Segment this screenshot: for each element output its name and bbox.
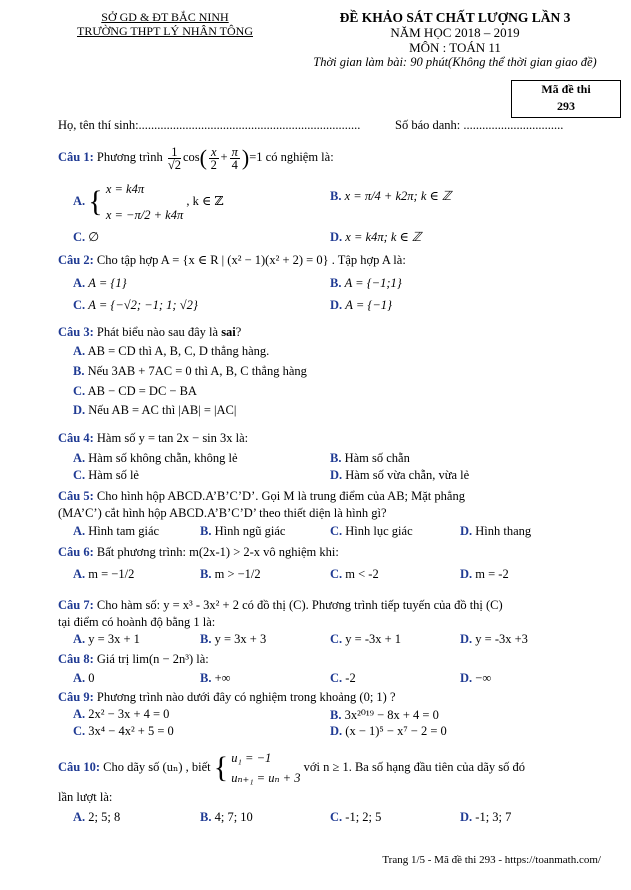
question-7: Câu 7: Cho hàm số: y = x³ - 3x² + 2 có đồ thị (C). Phương trình tiếp tuyến của đồ thị (C) (58, 598, 503, 612)
q3-option-c[interactable]: C. AB − CD = DC − BA (73, 384, 197, 398)
school-year: NĂM HỌC 2018 – 2019 (390, 25, 520, 40)
q7-option-b[interactable]: B. y = 3x + 3 (200, 632, 267, 646)
exam-title: ĐỀ KHẢO SÁT CHẤT LƯỢNG LẦN 3 (339, 10, 571, 25)
q7-option-a[interactable]: A. y = 3x + 1 (73, 632, 140, 646)
school-name: TRƯỜNG THPT LÝ NHÂN TÔNG (77, 24, 253, 38)
q3-option-a[interactable]: A. AB = CD thì A, B, C, D thẳng hàng. (73, 344, 270, 358)
school-header (55, 10, 275, 38)
q7-option-d[interactable]: D. y = -3x +3 (460, 632, 528, 646)
question-6: Câu 6: Bất phương trình: m(2x-1) > 2-x vô nghiệm khi: (58, 545, 339, 559)
student-name-line: Họ, tên thí sinh:....................................................................... (58, 118, 361, 132)
page-footer: Trang 1/5 - Mã đề thi 293 - https://toanmath.com/ (382, 854, 601, 866)
question-3: Câu 3: Phát biểu nào sau đây là sai? (58, 325, 242, 339)
q4-option-a[interactable]: A. Hàm số không chẵn, không lẻ (73, 451, 238, 465)
q6-option-d[interactable]: D. m = -2 (460, 567, 509, 581)
question-7-cont: tại điểm có hoành độ bằng 1 là: (58, 615, 216, 629)
q2-option-b[interactable]: B. A = {−1;1} (330, 276, 402, 290)
q8-option-a[interactable]: A. 0 (73, 671, 95, 685)
q6-option-c[interactable]: C. m < -2 (330, 567, 379, 581)
subject: MÔN : TOÁN 11 (409, 40, 501, 55)
question-9: Câu 9: Phương trình nào dưới đây có nghiệm trong khoảng (0; 1) ? (58, 690, 396, 704)
question-2: Câu 2: Cho tập hợp A = {x ∈ R | (x² − 1)(x² + 2) = 0} . Tập hợp A là: (58, 253, 406, 267)
q6-option-b[interactable]: B. m > −1/2 (200, 567, 261, 581)
exam-code-box (511, 80, 621, 118)
q1-option-c[interactable]: C. ∅ (73, 230, 100, 244)
q5-option-a[interactable]: A. Hình tam giác (73, 524, 160, 538)
question-5: Câu 5: Cho hình hộp ABCD.A’B’C’D’. Gọi M là trung điểm của AB; Mặt phẳng (58, 489, 465, 503)
q2-option-a[interactable]: A. A = {1} (73, 276, 127, 290)
q3-option-d[interactable]: D. Nếu AB = AC thì |AB| = |AC| (73, 403, 237, 417)
q2-option-d[interactable]: D. A = {−1} (330, 298, 393, 312)
q9-option-a[interactable]: A. 2x² − 3x + 4 = 0 (73, 707, 170, 721)
q4-option-b[interactable]: B. Hàm số chẵn (330, 451, 410, 465)
q8-option-c[interactable]: C. -2 (330, 671, 356, 685)
exam-header (285, 10, 625, 70)
recurrence-system: u₁ = −1 uₙ₊₁ = uₙ + 3 (231, 751, 301, 785)
question-10-cont: lần lượt là: (58, 790, 113, 804)
q10-option-d[interactable]: D. -1; 3; 7 (460, 810, 512, 824)
equation-q1: $\frac{1}{√2}$ cos( $\frac{x}{2}$ + $\frac{\pi}{4}$ )=1 (167, 144, 266, 172)
q9-option-b[interactable]: B. 3x²⁰¹⁹ − 8x + 4 = 0 (330, 708, 439, 722)
q7-option-c[interactable]: C. y = -3x + 1 (330, 632, 402, 646)
q2-option-c[interactable]: C. A = {−√2; −1; 1; √2} (73, 298, 198, 312)
time-limit: Thời gian làm bài: 90 phút(Không thể thời gian giao đề) (313, 55, 597, 69)
q8-option-b[interactable]: B. +∞ (200, 671, 231, 685)
q5-option-b[interactable]: B. Hình ngũ giác (200, 524, 286, 538)
q4-option-d[interactable]: D. Hàm số vừa chẵn, vừa lẻ (330, 468, 470, 482)
q10-option-a[interactable]: A. 2; 5; 8 (73, 810, 121, 824)
question-10: Câu 10: Cho dãy số (uₙ) , biết { u₁ = −1 uₙ₊₁ = uₙ + 3 với n ≥ 1. Ba số hạng đầu tiên của dãy số đó (58, 748, 525, 788)
q10-option-b[interactable]: B. 4; 7; 10 (200, 810, 253, 824)
q1-option-b[interactable]: B. x = π/4 + k2π; k ∈ ℤ (330, 189, 452, 203)
question-5-cont: (MA’C’) cắt hình hộp ABCD.A’B’C’D’ theo thiết diện là hình gì? (58, 506, 387, 520)
q1-option-d[interactable]: D. x = k4π; k ∈ ℤ (330, 230, 422, 244)
q3-option-b[interactable]: B. Nếu 3AB + 7AC = 0 thì A, B, C thẳng hàng (73, 364, 307, 378)
exam-code: 293 (557, 99, 575, 113)
q9-option-c[interactable]: C. 3x⁴ − 4x² + 5 = 0 (73, 724, 174, 738)
q4-option-c[interactable]: C. Hàm số lẻ (73, 468, 139, 482)
q8-option-d[interactable]: D. −∞ (460, 671, 492, 685)
question-8: Câu 8: Giá trị lim(n − 2n³) là: (58, 652, 209, 666)
q6-option-a[interactable]: A. m = −1/2 (73, 567, 135, 581)
question-1: Câu 1: Phương trình $\frac{1}{√2}$ cos( $\frac{x}{2}$ + $\frac{\pi}{4}$ )=1 có nghiệm là: (58, 144, 334, 172)
q5-option-c[interactable]: C. Hình lục giác (330, 524, 413, 538)
student-id-line: Số báo danh: ................................ (395, 118, 564, 132)
department: SỞ GD & ĐT BẮC NINH (101, 10, 229, 24)
question-4: Câu 4: Hàm số y = tan 2x − sin 3x là: (58, 431, 249, 445)
q5-option-d[interactable]: D. Hình thang (460, 524, 532, 538)
q9-option-d[interactable]: D. (x − 1)⁵ − x⁷ − 2 = 0 (330, 724, 447, 738)
q10-option-c[interactable]: C. -1; 2; 5 (330, 810, 382, 824)
q1-option-a[interactable]: A. { x = k4π x = −π/2 + k4π , k ∈ ℤ (73, 182, 224, 222)
exam-code-label: Mã đề thi (541, 82, 591, 96)
